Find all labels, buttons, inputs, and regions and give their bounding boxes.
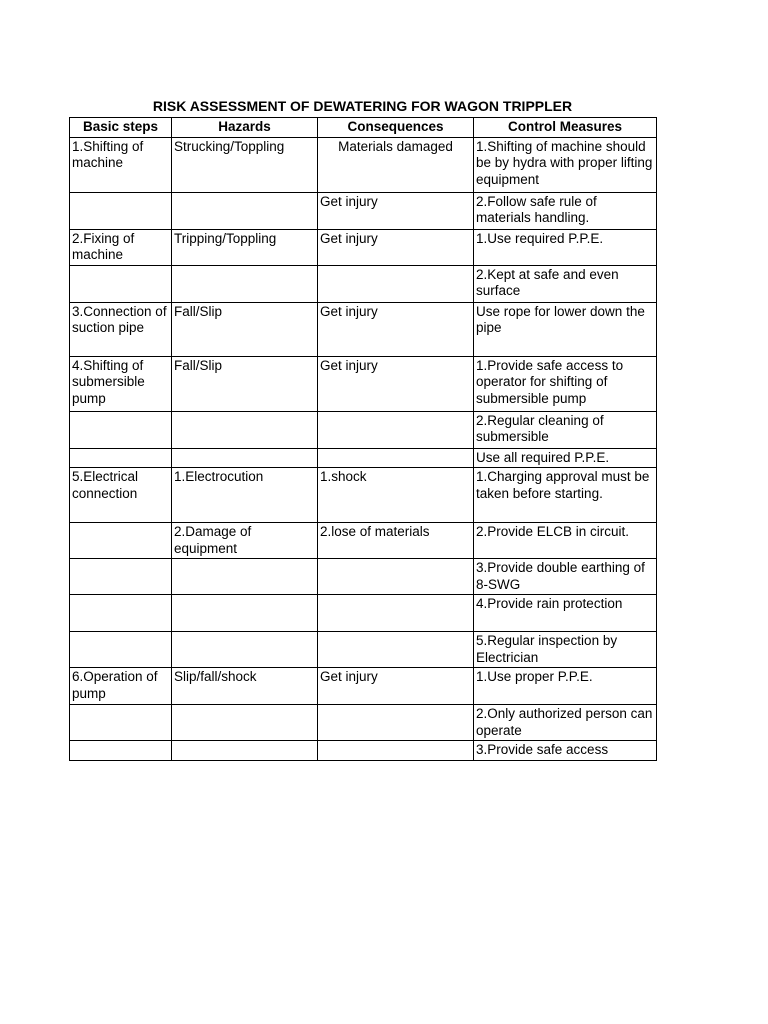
basic-step-cell: 5.Electrical connection bbox=[70, 468, 172, 523]
consequence-cell: 2.lose of materials bbox=[318, 523, 474, 559]
consequence-cell: Get injury bbox=[318, 192, 474, 229]
consequence-cell: 1.shock bbox=[318, 468, 474, 523]
hazard-cell bbox=[172, 595, 318, 632]
control-measure-cell: Use rope for lower down the pipe bbox=[474, 302, 657, 356]
control-measure-cell: 1.Provide safe access to operator for shifting of submersible pump bbox=[474, 356, 657, 411]
basic-step-cell bbox=[70, 741, 172, 761]
table-row bbox=[70, 595, 657, 632]
control-measure-cell: 2.Kept at safe and even surface bbox=[474, 265, 657, 302]
basic-step-cell: 6.Operation of pump bbox=[70, 668, 172, 705]
table-row bbox=[70, 229, 657, 265]
table-row bbox=[70, 137, 657, 192]
column-header-hazards: Hazards bbox=[172, 118, 318, 138]
control-measure-cell: 1.Charging approval must be taken before starting. bbox=[474, 468, 657, 523]
basic-step-cell: 1.Shifting of machine bbox=[70, 137, 172, 192]
consequence-cell bbox=[318, 632, 474, 668]
basic-step-cell bbox=[70, 705, 172, 741]
control-measure-cell: 2.Provide ELCB in circuit. bbox=[474, 523, 657, 559]
basic-step-cell bbox=[70, 559, 172, 595]
control-measure-cell: 1.Use required P.P.E. bbox=[474, 229, 657, 265]
control-measure-cell: 1.Shifting of machine should be by hydra with proper lifting equipment bbox=[474, 137, 657, 192]
consequence-cell: Materials damaged bbox=[318, 137, 474, 192]
consequence-cell bbox=[318, 595, 474, 632]
hazard-cell bbox=[172, 192, 318, 229]
table-row bbox=[70, 356, 657, 411]
column-header-control-measures: Control Measures bbox=[474, 118, 657, 138]
column-header-basic-steps: Basic steps bbox=[70, 118, 172, 138]
table-row bbox=[70, 192, 657, 229]
control-measure-cell: Use all required P.P.E. bbox=[474, 448, 657, 468]
control-measure-cell: 3.Provide safe access bbox=[474, 741, 657, 761]
table-row bbox=[70, 448, 657, 468]
hazard-cell bbox=[172, 559, 318, 595]
hazard-cell: Tripping/Toppling bbox=[172, 229, 318, 265]
consequence-cell bbox=[318, 741, 474, 761]
control-measure-cell: 1.Use proper P.P.E. bbox=[474, 668, 657, 705]
column-header-consequences: Consequences bbox=[318, 118, 474, 138]
hazard-cell: 1.Electrocution bbox=[172, 468, 318, 523]
table-row bbox=[70, 468, 657, 523]
hazard-cell: Fall/Slip bbox=[172, 356, 318, 411]
table-row bbox=[70, 302, 657, 356]
basic-step-cell bbox=[70, 632, 172, 668]
table-row bbox=[70, 265, 657, 302]
basic-step-cell bbox=[70, 265, 172, 302]
basic-step-cell: 3.Connection of suction pipe bbox=[70, 302, 172, 356]
table-row bbox=[70, 632, 657, 668]
consequence-cell: Get injury bbox=[318, 356, 474, 411]
table-row bbox=[70, 559, 657, 595]
basic-step-cell: 2.Fixing of machine bbox=[70, 229, 172, 265]
hazard-cell bbox=[172, 741, 318, 761]
hazard-cell bbox=[172, 265, 318, 302]
basic-step-cell bbox=[70, 595, 172, 632]
basic-step-cell bbox=[70, 523, 172, 559]
hazard-cell: Fall/Slip bbox=[172, 302, 318, 356]
consequence-cell bbox=[318, 559, 474, 595]
table-row bbox=[70, 523, 657, 559]
consequence-cell bbox=[318, 411, 474, 448]
consequence-cell: Get injury bbox=[318, 302, 474, 356]
hazard-cell bbox=[172, 632, 318, 668]
basic-step-cell: 4.Shifting of submersible pump bbox=[70, 356, 172, 411]
consequence-cell bbox=[318, 705, 474, 741]
control-measure-cell: 2.Only authorized person can operate bbox=[474, 705, 657, 741]
control-measure-cell: 2.Follow safe rule of materials handling. bbox=[474, 192, 657, 229]
table-row bbox=[70, 668, 657, 705]
hazard-cell: 2.Damage of equipment bbox=[172, 523, 318, 559]
page-title: RISK ASSESSMENT OF DEWATERING FOR WAGON TRIPPLER bbox=[152, 98, 573, 114]
table-header-row bbox=[70, 118, 657, 138]
table-row bbox=[70, 705, 657, 741]
control-measure-cell: 2.Regular cleaning of submersible bbox=[474, 411, 657, 448]
basic-step-cell bbox=[70, 192, 172, 229]
hazard-cell bbox=[172, 448, 318, 468]
consequence-cell bbox=[318, 265, 474, 302]
consequence-cell bbox=[318, 448, 474, 468]
hazard-cell bbox=[172, 411, 318, 448]
hazard-cell: Strucking/Toppling bbox=[172, 137, 318, 192]
basic-step-cell bbox=[70, 411, 172, 448]
consequence-cell: Get injury bbox=[318, 229, 474, 265]
basic-step-cell bbox=[70, 448, 172, 468]
table-row bbox=[70, 741, 657, 761]
hazard-cell bbox=[172, 705, 318, 741]
control-measure-cell: 4.Provide rain protection bbox=[474, 595, 657, 632]
risk-assessment-table bbox=[69, 117, 657, 761]
control-measure-cell: 5.Regular inspection by Electrician bbox=[474, 632, 657, 668]
hazard-cell: Slip/fall/shock bbox=[172, 668, 318, 705]
consequence-cell: Get injury bbox=[318, 668, 474, 705]
control-measure-cell: 3.Provide double earthing of 8-SWG bbox=[474, 559, 657, 595]
table-row bbox=[70, 411, 657, 448]
